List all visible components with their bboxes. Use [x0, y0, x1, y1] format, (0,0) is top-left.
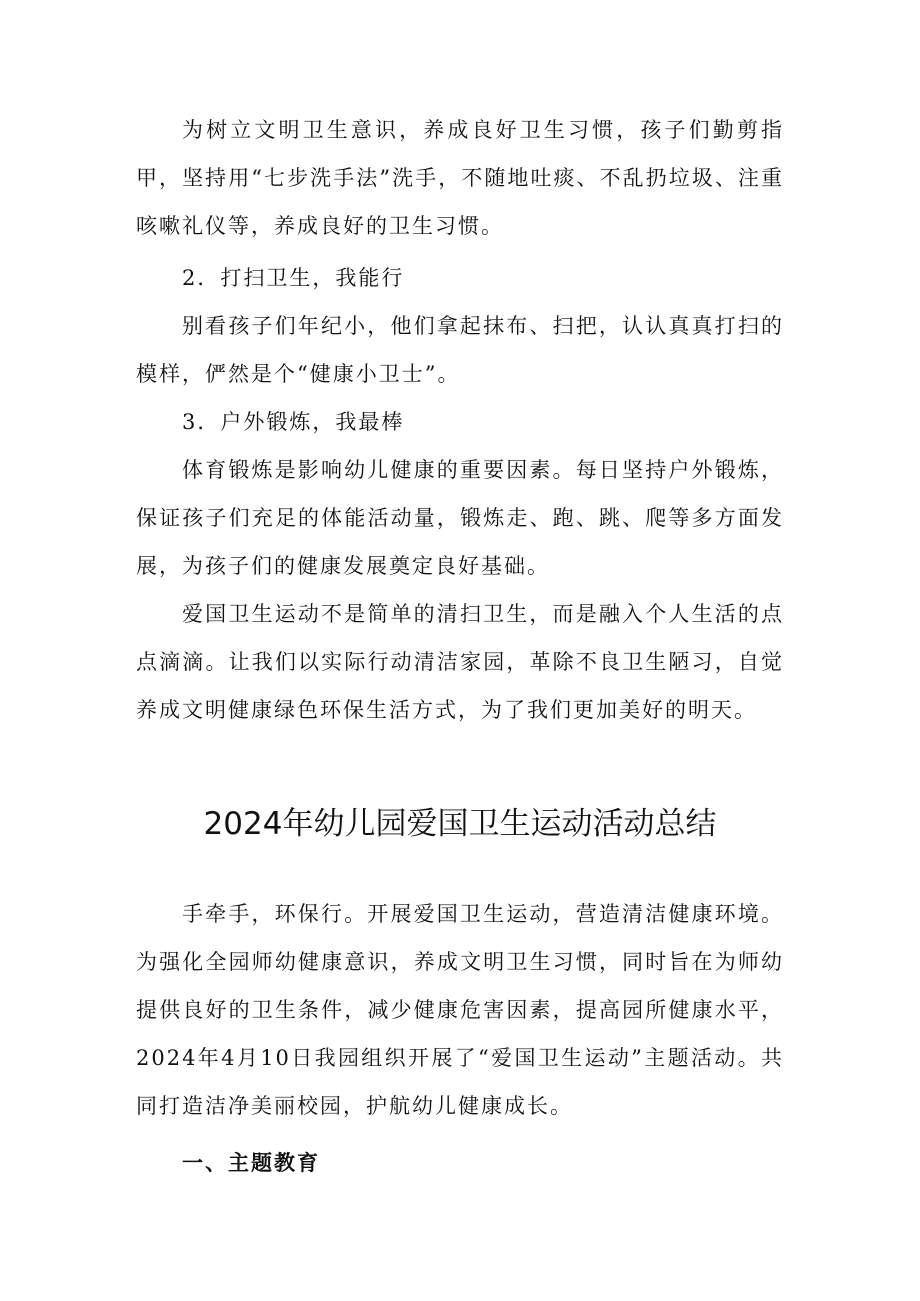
- paragraph-cleaning: 别看孩子们年纪小，他们拿起抹布、扫把，认认真真打扫的模样，俨然是个“健康小卫士”。: [136, 314, 784, 386]
- paragraph-outdoor-exercise: 体育锻炼是影响幼儿健康的重要因素。每日坚持户外锻炼，保证孩子们充足的体能活动量，锻炼走、跑、跳、爬等多方面发展，为孩子们的健康发展奠定良好基础。: [136, 458, 784, 578]
- subheading-outdoor-exercise: 3．户外锻炼，我最棒: [182, 410, 405, 434]
- subheading-cleaning: 2．打扫卫生，我能行: [182, 266, 405, 290]
- document-title: 2024年幼儿园爱国卫生运动活动总结: [203, 806, 717, 842]
- section-heading-theme-education: 一、主题教育: [182, 1151, 320, 1175]
- paragraph-patriotic-hygiene-conclusion: 爱国卫生运动不是简单的清扫卫生，而是融入个人生活的点点滴滴。让我们以实际行动清洁家园，革除不良卫生陋习，自觉养成文明健康绿色环保生活方式，为了我们更加美好的明天。: [136, 602, 784, 722]
- paragraph-activity-intro: 手牵手，环保行。开展爱国卫生运动，营造清洁健康环境。为强化全园师幼健康意识，养成文明卫生习惯，同时旨在为师幼提供良好的卫生条件，减少健康危害因素，提高园所健康水平，2024年4月10日我园组织开展了“爱国卫生运动”主题活动。共同打造洁净美丽校园，护航幼儿健康成长。: [136, 902, 784, 1118]
- paragraph-hygiene-habits: 为树立文明卫生意识，养成良好卫生习惯，孩子们勤剪指甲，坚持用“七步洗手法”洗手，不随地吐痰、不乱扔垃圾、注重咳嗽礼仪等，养成良好的卫生习惯。: [136, 118, 784, 238]
